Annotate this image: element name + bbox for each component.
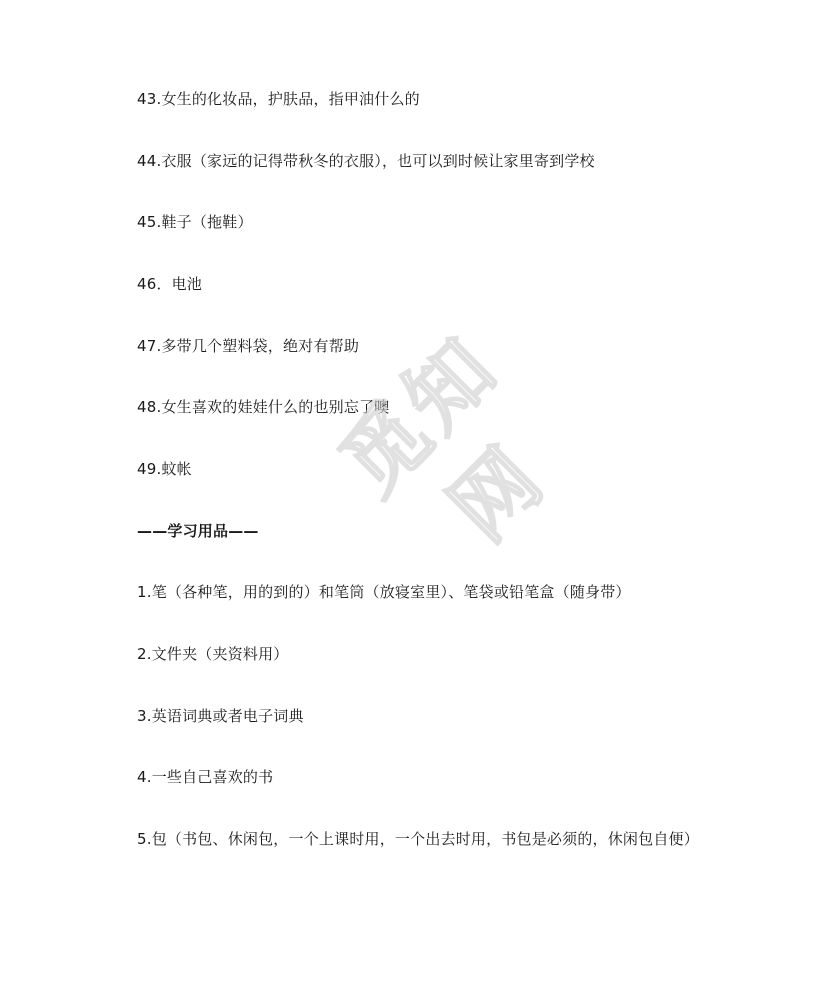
list-item-45: 45.鞋子（拖鞋） [137,213,253,231]
list-item-46: 46．电池 [137,275,203,293]
list-item-44: 44.衣服（家远的记得带秋冬的衣服），也可以到时候让家里寄到学校 [137,152,595,170]
list-item-3: 3.英语词典或者电子词典 [137,707,304,725]
list-item-47: 47.多带几个塑料袋，绝对有帮助 [137,337,360,355]
list-item-48: 48.女生喜欢的娃娃什么的也别忘了噢 [137,398,390,416]
watermark: 觅知网 [321,316,565,560]
list-item-4: 4.一些自己喜欢的书 [137,768,274,786]
list-item-1: 1.笔（各种笔，用的到的）和笔筒（放寝室里）、笔袋或铅笔盒（随身带） [137,583,631,601]
list-item-5: 5.包（书包、休闲包，一个上课时用，一个出去时用，书包是必须的，休闲包自便） [137,830,699,848]
list-item-2: 2.文件夹（夹资料用） [137,645,289,663]
list-item-49: 49.蚊帐 [137,460,192,478]
section-heading-study-supplies: ——学习用品—— [137,522,259,540]
list-item-43: 43.女生的化妆品，护肤品，指甲油什么的 [137,90,420,108]
